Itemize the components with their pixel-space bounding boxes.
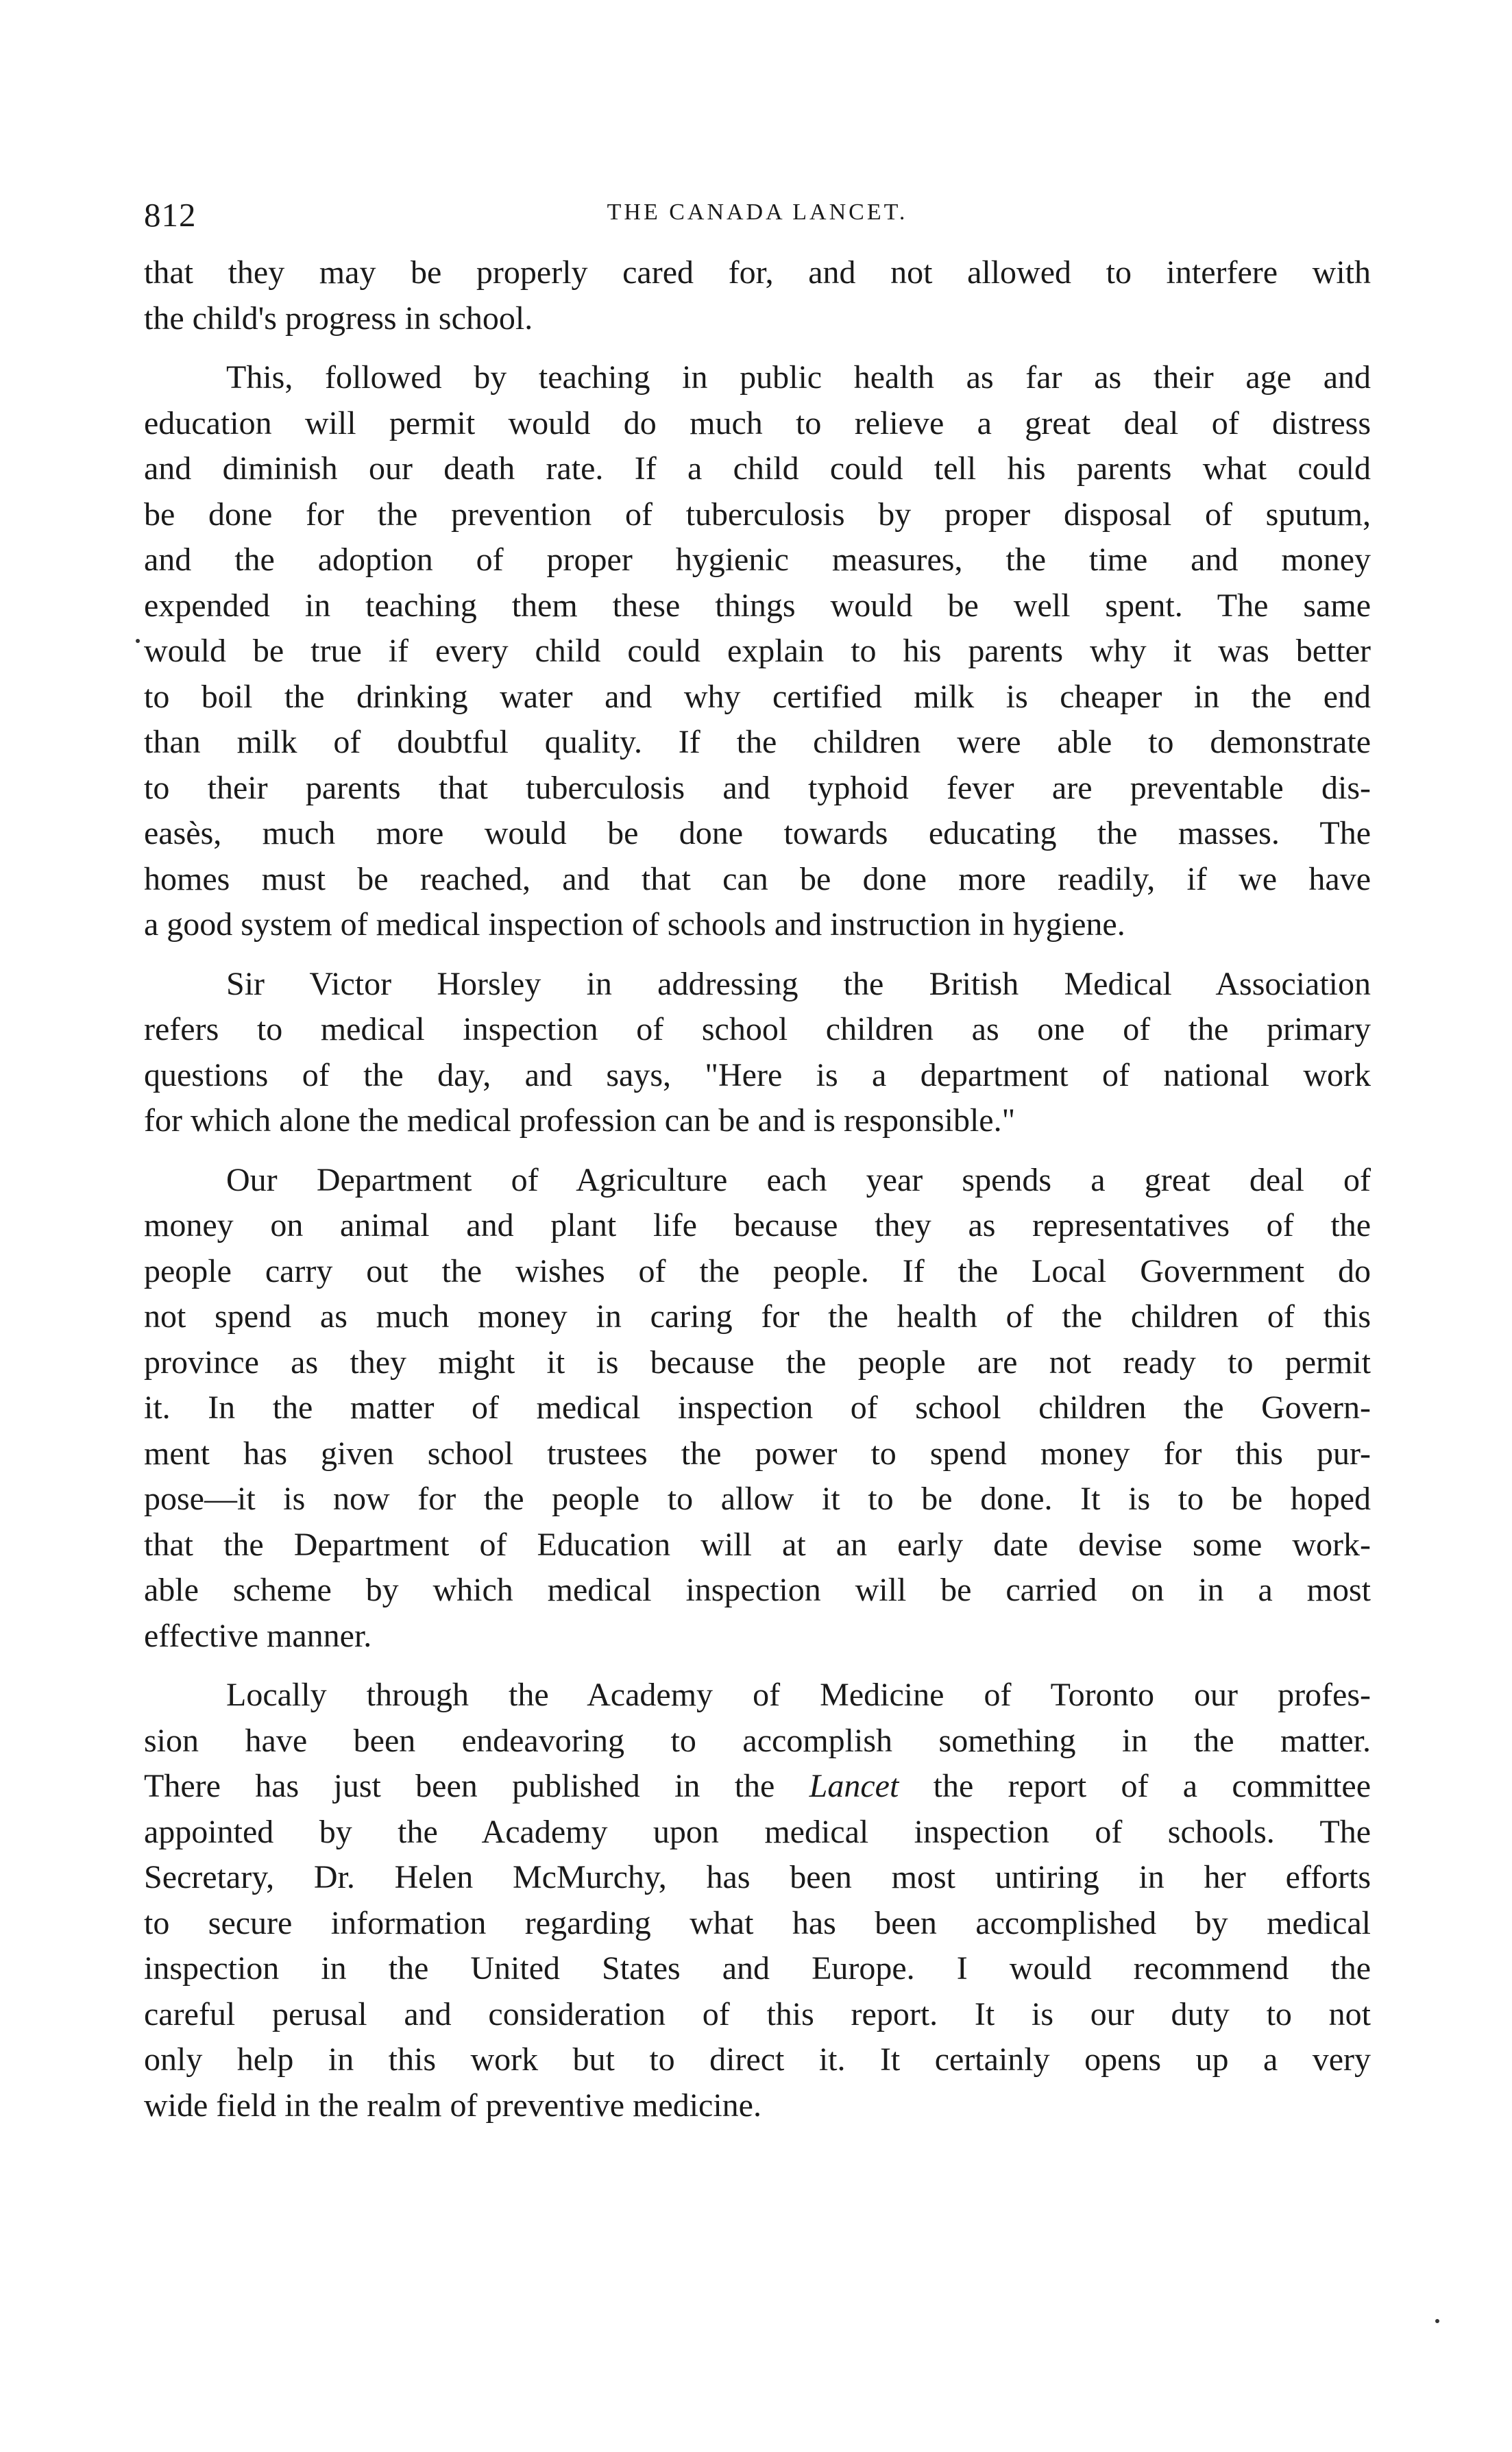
text-line: expended in teaching them these things would be well spent. The same <box>144 587 1371 624</box>
text-line: for which alone the medical profession can be and is responsible." <box>144 1102 1016 1139</box>
text-line: only help in this work but to direct it. It certainly opens up a very <box>144 2041 1371 2078</box>
text-line: inspection in the United States and Europe. I would recommend the <box>144 1950 1371 1987</box>
text-line: to their parents that tuberculosis and typhoid fever are preventable dis- <box>144 769 1371 806</box>
text-line: the child's progress in school. <box>144 300 533 337</box>
text-line: money on animal and plant life because they as representatives of the <box>144 1207 1371 1243</box>
paragraph <box>144 355 1371 948</box>
text-line: appointed by the Academy upon medical inspection of schools. The <box>144 1813 1371 1850</box>
text-line: than milk of doubtful quality. If the children were able to demonstrate <box>144 724 1371 760</box>
text-line: effective manner. <box>144 1617 372 1654</box>
text-line: questions of the day, and says, "Here is a department of national work <box>144 1056 1371 1093</box>
text-line: it. In the matter of medical inspection of school children the Govern- <box>144 1389 1371 1426</box>
text-line: and the adoption of proper hygienic measures, the time and money <box>144 542 1371 578</box>
margin-mark <box>136 639 140 643</box>
text-line: to boil the drinking water and why certified milk is cheaper in the end <box>144 678 1371 715</box>
text-line: would be true if every child could explain to his parents why it was better <box>144 633 1371 669</box>
text-line: to secure information regarding what has been accomplished by medical <box>144 1904 1371 1941</box>
margin-mark <box>1435 2319 1439 2323</box>
text-line: that they may be properly cared for, and not allowed to interfere with <box>144 254 1371 291</box>
text-line: able scheme by which medical inspection will be carried on in a most <box>144 1572 1371 1608</box>
article-body <box>144 250 1371 2128</box>
text-line: Locally through the Academy of Medicine of Toronto our profes- <box>226 1677 1371 1713</box>
text-line: and diminish our death rate. If a child could tell his parents what could <box>144 450 1371 487</box>
text-line: sion have been endeavoring to accomplish something in the matter. <box>144 1722 1371 1759</box>
page <box>144 195 1371 2128</box>
text-line: easès, much more would be done towards educating the masses. The <box>144 815 1371 851</box>
text-line: that the Department of Education will at an early date devise some work- <box>144 1526 1371 1563</box>
text-line: refers to medical inspection of school children as one of the primary <box>144 1011 1371 1047</box>
text-line: homes must be reached, and that can be done more readily, if we have <box>144 860 1371 897</box>
text-line: a good system of medical inspection of schools and instruction in hygiene. <box>144 906 1125 943</box>
paragraph <box>144 962 1371 1144</box>
text-line: education will permit would do much to relieve a great deal of distress <box>144 404 1371 441</box>
text-line: be done for the prevention of tuberculosis by proper disposal of sputum, <box>144 496 1371 533</box>
page-header <box>144 195 1371 250</box>
text-line: ment has given school trustees the power to spend money for this pur- <box>144 1435 1371 1472</box>
text-line: Sir Victor Horsley in addressing the British Medical Association <box>226 965 1371 1002</box>
text-line: wide field in the realm of preventive medicine. <box>144 2087 761 2124</box>
text-line: careful perusal and consideration of this report. It is our duty to not <box>144 1995 1371 2032</box>
text-line: not spend as much money in caring for the health of the children of this <box>144 1298 1371 1335</box>
page-number: 812 <box>144 196 197 234</box>
text-line: There has just been published in the Lancet the report of a committee <box>144 1768 1371 1804</box>
running-title: THE CANADA LANCET. <box>607 199 908 225</box>
paragraph <box>144 1673 1371 2128</box>
text-line: people carry out the wishes of the people. If the Local Government do <box>144 1252 1371 1289</box>
text-line: pose—it is now for the people to allow it to be done. It is to be hoped <box>144 1481 1371 1517</box>
text-line: province as they might it is because the people are not ready to permit <box>144 1344 1371 1381</box>
text-line: Our Department of Agriculture each year spends a great deal of <box>226 1161 1371 1198</box>
text-line: Secretary, Dr. Helen McMurchy, has been most untiring in her efforts <box>144 1859 1371 1895</box>
text-line: This, followed by teaching in public health as far as their age and <box>226 359 1371 396</box>
paragraph <box>144 1158 1371 1660</box>
paragraph <box>144 250 1371 341</box>
